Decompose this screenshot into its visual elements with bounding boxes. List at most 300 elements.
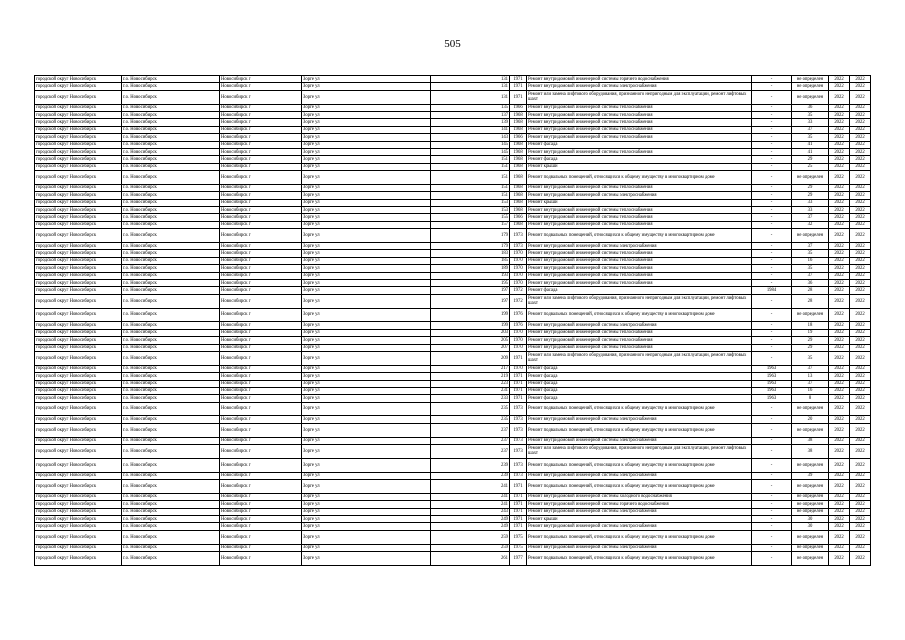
year-start-cell: 2022 <box>829 250 850 257</box>
year-start-cell: 2022 <box>829 119 850 126</box>
municipality-cell: г.о. Новосибирск <box>122 126 220 133</box>
municipality-cell: г.о. Новосибирск <box>122 207 220 214</box>
year-restored-cell: - <box>752 214 792 221</box>
house-number-cell: 223 <box>431 380 510 387</box>
value-cell: 30 <box>792 523 829 530</box>
value-cell: не определен <box>792 544 829 551</box>
street-cell: Зорге ул <box>302 250 431 257</box>
year-built-cell: 1970 <box>510 365 527 372</box>
work-type-cell: Ремонт внутридомовой инженерной системы теплоснабжения <box>527 265 752 272</box>
year-end-cell: 2022 <box>850 493 871 500</box>
year-restored-cell: - <box>752 523 792 530</box>
year-start-cell: 2022 <box>829 229 850 243</box>
year-end-cell: 2022 <box>850 287 871 294</box>
year-built-cell: 1966 <box>510 104 527 111</box>
municipality-cell: г.о. Новосибирск <box>122 184 220 191</box>
locality-cell: Новосибирск г <box>220 184 302 191</box>
locality-cell: Новосибирск г <box>220 287 302 294</box>
district-cell: городской округ Новосибирск <box>35 156 122 163</box>
year-end-cell: 2022 <box>850 126 871 133</box>
locality-cell: Новосибирск г <box>220 380 302 387</box>
work-type-cell: Ремонт внутридомовой инженерной системы теплоснабжения <box>527 337 752 344</box>
table-row <box>35 530 871 544</box>
street-cell: Зорге ул <box>302 445 431 459</box>
street-cell: Зорге ул <box>302 221 431 228</box>
year-start-cell: 2022 <box>829 344 850 351</box>
table-row <box>35 229 871 243</box>
year-end-cell: 2022 <box>850 322 871 329</box>
house-number-cell: 217 <box>431 365 510 372</box>
year-start-cell: 2022 <box>829 126 850 133</box>
locality-cell: Новосибирск г <box>220 214 302 221</box>
year-built-cell: 1971 <box>510 90 527 104</box>
year-restored-cell: - <box>752 458 792 472</box>
house-number-cell: 231 <box>431 387 510 394</box>
value-cell: 16 <box>792 387 829 394</box>
house-number-cell: 157 <box>431 221 510 228</box>
table-row <box>35 501 871 508</box>
year-end-cell: 2022 <box>850 351 871 365</box>
year-start-cell: 2022 <box>829 472 850 479</box>
year-end-cell: 2022 <box>850 365 871 372</box>
year-end-cell: 2022 <box>850 214 871 221</box>
district-cell: городской округ Новосибирск <box>35 207 122 214</box>
value-cell: 20 <box>792 416 829 423</box>
year-built-cell: 1968 <box>510 207 527 214</box>
value-cell: 41 <box>792 141 829 148</box>
year-end-cell: 2022 <box>850 243 871 250</box>
year-restored-cell: - <box>752 83 792 90</box>
street-cell: Зорге ул <box>302 265 431 272</box>
locality-cell: Новосибирск г <box>220 163 302 170</box>
year-end-cell: 2022 <box>850 148 871 155</box>
page-number: 505 <box>444 38 461 50</box>
municipality-cell: г.о. Новосибирск <box>122 257 220 264</box>
year-restored-cell: 1963 <box>752 373 792 380</box>
work-type-cell: Ремонт внутридомовой инженерной системы электроснабжения <box>527 322 752 329</box>
year-built-cell: 1968 <box>510 111 527 118</box>
work-type-cell: Ремонт внутридомовой инженерной системы теплоснабжения <box>527 104 752 111</box>
locality-cell: Новосибирск г <box>220 126 302 133</box>
locality-cell: Новосибирск г <box>220 83 302 90</box>
district-cell: городской округ Новосибирск <box>35 76 122 83</box>
street-cell: Зорге ул <box>302 156 431 163</box>
street-cell: Зорге ул <box>302 530 431 544</box>
work-type-cell: Ремонт крыши <box>527 199 752 206</box>
locality-cell: Новосибирск г <box>220 373 302 380</box>
work-type-cell: Ремонт или замена лифтового оборудования, признанного непригодным для эксплуатации, ремонт лифтовых шахт <box>527 445 752 459</box>
table-row <box>35 76 871 83</box>
value-cell: 39 <box>792 472 829 479</box>
year-end-cell: 2022 <box>850 83 871 90</box>
year-start-cell: 2022 <box>829 501 850 508</box>
locality-cell: Новосибирск г <box>220 308 302 322</box>
street-cell: Зорге ул <box>302 416 431 423</box>
year-start-cell: 2022 <box>829 76 850 83</box>
district-cell: городской округ Новосибирск <box>35 126 122 133</box>
street-cell: Зорге ул <box>302 373 431 380</box>
value-cell: не определен <box>792 308 829 322</box>
locality-cell: Новосибирск г <box>220 516 302 523</box>
year-restored-cell: - <box>752 156 792 163</box>
locality-cell: Новосибирск г <box>220 272 302 279</box>
year-end-cell: 2022 <box>850 458 871 472</box>
street-cell: Зорге ул <box>302 402 431 416</box>
district-cell: городской округ Новосибирск <box>35 544 122 551</box>
table-row <box>35 308 871 322</box>
year-built-cell: 1973 <box>510 243 527 250</box>
locality-cell: Новосибирск г <box>220 472 302 479</box>
value-cell: не определен <box>792 480 829 494</box>
house-number-cell: 235 <box>431 416 510 423</box>
year-built-cell: 1971 <box>510 501 527 508</box>
work-type-cell: Ремонт фасада <box>527 287 752 294</box>
district-cell: городской округ Новосибирск <box>35 171 122 185</box>
locality-cell: Новосибирск г <box>220 458 302 472</box>
district-cell: городской округ Новосибирск <box>35 192 122 199</box>
locality-cell: Новосибирск г <box>220 229 302 243</box>
table-row <box>35 265 871 272</box>
street-cell: Зорге ул <box>302 365 431 372</box>
value-cell: не определен <box>792 402 829 416</box>
district-cell: городской округ Новосибирск <box>35 523 122 530</box>
value-cell: 37 <box>792 365 829 372</box>
table-row <box>35 373 871 380</box>
house-number-cell: 153 <box>431 207 510 214</box>
house-number-cell: 145 <box>431 141 510 148</box>
year-built-cell: 1966 <box>510 214 527 221</box>
work-type-cell: Ремонт внутридомовой инженерной системы теплоснабжения <box>527 111 752 118</box>
street-cell: Зорге ул <box>302 516 431 523</box>
year-start-cell: 2022 <box>829 184 850 191</box>
year-start-cell: 2022 <box>829 83 850 90</box>
year-start-cell: 2022 <box>829 257 850 264</box>
house-number-cell: 155 <box>431 214 510 221</box>
year-start-cell: 2022 <box>829 329 850 336</box>
house-number-cell: 233 <box>431 395 510 402</box>
table-row <box>35 243 871 250</box>
district-cell: городской округ Новосибирск <box>35 250 122 257</box>
house-number-cell: 151 <box>431 156 510 163</box>
district-cell: городской округ Новосибирск <box>35 141 122 148</box>
street-cell: Зорге ул <box>302 192 431 199</box>
value-cell: 29 <box>792 192 829 199</box>
house-number-cell: 197 <box>431 294 510 308</box>
district-cell: городской округ Новосибирск <box>35 365 122 372</box>
value-cell: 8 <box>792 395 829 402</box>
year-restored-cell: - <box>752 90 792 104</box>
municipality-cell: г.о. Новосибирск <box>122 134 220 141</box>
year-restored-cell: - <box>752 265 792 272</box>
house-number-cell: 135 <box>431 104 510 111</box>
work-type-cell: Ремонт внутридомовой инженерной системы теплоснабжения <box>527 134 752 141</box>
district-cell: городской округ Новосибирск <box>35 458 122 472</box>
work-type-cell: Ремонт внутридомовой инженерной системы электроснабжения <box>527 243 752 250</box>
year-restored-cell: 1963 <box>752 365 792 372</box>
year-start-cell: 2022 <box>829 322 850 329</box>
district-cell: городской округ Новосибирск <box>35 508 122 515</box>
year-start-cell: 2022 <box>829 516 850 523</box>
year-built-cell: 1970 <box>510 250 527 257</box>
table-row <box>35 192 871 199</box>
work-type-cell: Ремонт подвальных помещений, относящихся к общему имуществу в многоквартирном доме <box>527 171 752 185</box>
work-type-cell: Ремонт внутридомовой инженерной системы электроснабжения <box>527 472 752 479</box>
year-restored-cell: - <box>752 250 792 257</box>
value-cell: 37 <box>792 243 829 250</box>
year-built-cell: 1973 <box>510 402 527 416</box>
value-cell: 16 <box>792 257 829 264</box>
street-cell: Зорге ул <box>302 337 431 344</box>
year-restored-cell: 1963 <box>752 380 792 387</box>
year-restored-cell: - <box>752 308 792 322</box>
locality-cell: Новосибирск г <box>220 551 302 565</box>
year-end-cell: 2022 <box>850 171 871 185</box>
year-restored-cell: - <box>752 207 792 214</box>
value-cell: 18 <box>792 322 829 329</box>
year-end-cell: 2022 <box>850 265 871 272</box>
year-built-cell: 1973 <box>510 472 527 479</box>
year-restored-cell: - <box>752 480 792 494</box>
year-restored-cell: - <box>752 329 792 336</box>
locality-cell: Новосибирск г <box>220 544 302 551</box>
work-type-cell: Ремонт крыши <box>527 163 752 170</box>
house-number-cell: 239 <box>431 458 510 472</box>
work-type-cell: Ремонт внутридомовой инженерной системы горячего водоснабжения <box>527 501 752 508</box>
year-start-cell: 2022 <box>829 458 850 472</box>
table-row <box>35 322 871 329</box>
table-row <box>35 83 871 90</box>
district-cell: городской округ Новосибирск <box>35 119 122 126</box>
year-end-cell: 2022 <box>850 423 871 437</box>
year-end-cell: 2022 <box>850 250 871 257</box>
municipality-cell: г.о. Новосибирск <box>122 373 220 380</box>
year-built-cell: 1968 <box>510 126 527 133</box>
locality-cell: Новосибирск г <box>220 257 302 264</box>
street-cell: Зорге ул <box>302 207 431 214</box>
value-cell: не определен <box>792 229 829 243</box>
locality-cell: Новосибирск г <box>220 243 302 250</box>
street-cell: Зорге ул <box>302 119 431 126</box>
value-cell: 32 <box>792 221 829 228</box>
house-number-cell: 209 <box>431 351 510 365</box>
work-type-cell: Ремонт внутридомовой инженерной системы теплоснабжения <box>527 126 752 133</box>
work-type-cell: Ремонт внутридомовой инженерной системы теплоснабжения <box>527 257 752 264</box>
street-cell: Зорге ул <box>302 90 431 104</box>
year-start-cell: 2022 <box>829 493 850 500</box>
house-number-cell: 183 <box>431 250 510 257</box>
street-cell: Зорге ул <box>302 184 431 191</box>
year-restored-cell: - <box>752 171 792 185</box>
table-row <box>35 516 871 523</box>
year-start-cell: 2022 <box>829 294 850 308</box>
value-cell: 29 <box>792 184 829 191</box>
year-end-cell: 2022 <box>850 76 871 83</box>
municipality-cell: г.о. Новосибирск <box>122 243 220 250</box>
year-end-cell: 2022 <box>850 437 871 444</box>
year-start-cell: 2022 <box>829 148 850 155</box>
house-number-cell: 179 <box>431 229 510 243</box>
work-type-cell: Ремонт подвальных помещений, относящихся к общему имуществу в многоквартирном доме <box>527 530 752 544</box>
year-restored-cell: - <box>752 192 792 199</box>
value-cell: 35 <box>792 351 829 365</box>
house-number-cell: 131 <box>431 76 510 83</box>
work-type-cell: Ремонт крыши <box>527 516 752 523</box>
house-number-cell: 199 <box>431 308 510 322</box>
table-row <box>35 214 871 221</box>
street-cell: Зорге ул <box>302 380 431 387</box>
year-end-cell: 2022 <box>850 257 871 264</box>
value-cell: 13 <box>792 373 829 380</box>
year-built-cell: 1971 <box>510 480 527 494</box>
year-start-cell: 2022 <box>829 480 850 494</box>
municipality-cell: г.о. Новосибирск <box>122 544 220 551</box>
municipality-cell: г.о. Новосибирск <box>122 171 220 185</box>
street-cell: Зорге ул <box>302 272 431 279</box>
year-start-cell: 2022 <box>829 134 850 141</box>
street-cell: Зорге ул <box>302 322 431 329</box>
street-cell: Зорге ул <box>302 308 431 322</box>
table-row <box>35 126 871 133</box>
locality-cell: Новосибирск г <box>220 416 302 423</box>
value-cell: не определен <box>792 90 829 104</box>
district-cell: городской округ Новосибирск <box>35 344 122 351</box>
year-restored-cell: - <box>752 445 792 459</box>
table-row <box>35 416 871 423</box>
year-end-cell: 2022 <box>850 279 871 286</box>
locality-cell: Новосибирск г <box>220 365 302 372</box>
district-cell: городской округ Новосибирск <box>35 83 122 90</box>
year-restored-cell: - <box>752 516 792 523</box>
street-cell: Зорге ул <box>302 104 431 111</box>
year-end-cell: 2022 <box>850 199 871 206</box>
locality-cell: Новосибирск г <box>220 279 302 286</box>
locality-cell: Новосибирск г <box>220 337 302 344</box>
year-built-cell: 1972 <box>510 287 527 294</box>
year-end-cell: 2022 <box>850 480 871 494</box>
table-row <box>35 119 871 126</box>
municipality-cell: г.о. Новосибирск <box>122 199 220 206</box>
locality-cell: Новосибирск г <box>220 493 302 500</box>
work-type-cell: Ремонт внутридомовой инженерной системы теплоснабжения <box>527 344 752 351</box>
municipality-cell: г.о. Новосибирск <box>122 329 220 336</box>
district-cell: городской округ Новосибирск <box>35 184 122 191</box>
house-number-cell: 235 <box>431 402 510 416</box>
year-start-cell: 2022 <box>829 221 850 228</box>
municipality-cell: г.о. Новосибирск <box>122 365 220 372</box>
year-built-cell: 1973 <box>510 416 527 423</box>
municipality-cell: г.о. Новосибирск <box>122 337 220 344</box>
year-start-cell: 2022 <box>829 508 850 515</box>
locality-cell: Новосибирск г <box>220 294 302 308</box>
table-row <box>35 279 871 286</box>
municipality-cell: г.о. Новосибирск <box>122 402 220 416</box>
year-built-cell: 1973 <box>510 423 527 437</box>
district-cell: городской округ Новосибирск <box>35 337 122 344</box>
district-cell: городской округ Новосибирск <box>35 134 122 141</box>
district-cell: городской округ Новосибирск <box>35 90 122 104</box>
district-cell: городской округ Новосибирск <box>35 199 122 206</box>
street-cell: Зорге ул <box>302 501 431 508</box>
work-type-cell: Ремонт или замена лифтового оборудования, признанного непригодным для эксплуатации, ремонт лифтовых шахт <box>527 294 752 308</box>
work-type-cell: Ремонт подвальных помещений, относящихся к общему имуществу в многоквартирном доме <box>527 229 752 243</box>
work-type-cell: Ремонт фасада <box>527 156 752 163</box>
municipality-cell: г.о. Новосибирск <box>122 156 220 163</box>
municipality-cell: г.о. Новосибирск <box>122 458 220 472</box>
year-start-cell: 2022 <box>829 104 850 111</box>
year-built-cell: 1968 <box>510 141 527 148</box>
value-cell: не определен <box>792 551 829 565</box>
year-built-cell: 1971 <box>510 76 527 83</box>
locality-cell: Новосибирск г <box>220 171 302 185</box>
street-cell: Зорге ул <box>302 423 431 437</box>
year-start-cell: 2022 <box>829 192 850 199</box>
year-restored-cell: - <box>752 402 792 416</box>
district-cell: городской округ Новосибирск <box>35 516 122 523</box>
year-built-cell: 1968 <box>510 119 527 126</box>
table-row <box>35 472 871 479</box>
year-built-cell: 1971 <box>510 508 527 515</box>
street-cell: Зорге ул <box>302 126 431 133</box>
value-cell: 36 <box>792 279 829 286</box>
year-start-cell: 2022 <box>829 402 850 416</box>
year-end-cell: 2022 <box>850 402 871 416</box>
municipality-cell: г.о. Новосибирск <box>122 265 220 272</box>
district-cell: городской округ Новосибирск <box>35 351 122 365</box>
house-number-cell: 205 <box>431 337 510 344</box>
year-restored-cell: - <box>752 229 792 243</box>
value-cell: 38 <box>792 437 829 444</box>
year-built-cell: 1968 <box>510 163 527 170</box>
year-built-cell: 1970 <box>510 337 527 344</box>
year-start-cell: 2022 <box>829 272 850 279</box>
municipality-cell: г.о. Новосибирск <box>122 141 220 148</box>
table-row <box>35 551 871 565</box>
year-start-cell: 2022 <box>829 395 850 402</box>
value-cell: 29 <box>792 344 829 351</box>
year-built-cell: 1968 <box>510 192 527 199</box>
year-start-cell: 2022 <box>829 445 850 459</box>
year-built-cell: 1968 <box>510 184 527 191</box>
year-built-cell: 1975 <box>510 544 527 551</box>
street-cell: Зорге ул <box>302 493 431 500</box>
table-row <box>35 458 871 472</box>
year-built-cell: 1973 <box>510 458 527 472</box>
district-cell: городской округ Новосибирск <box>35 373 122 380</box>
municipality-cell: г.о. Новосибирск <box>122 250 220 257</box>
table-row <box>35 207 871 214</box>
work-type-cell: Ремонт фасада <box>527 380 752 387</box>
year-built-cell: 1971 <box>510 387 527 394</box>
table-row <box>35 544 871 551</box>
house-number-cell: 141 <box>431 126 510 133</box>
value-cell: 19 <box>792 329 829 336</box>
year-start-cell: 2022 <box>829 265 850 272</box>
locality-cell: Новосибирск г <box>220 329 302 336</box>
year-restored-cell: - <box>752 472 792 479</box>
year-built-cell: 1970 <box>510 329 527 336</box>
table-row <box>35 257 871 264</box>
year-start-cell: 2022 <box>829 287 850 294</box>
year-restored-cell: - <box>752 119 792 126</box>
year-built-cell: 1970 <box>510 257 527 264</box>
year-built-cell: 1966 <box>510 134 527 141</box>
locality-cell: Новосибирск г <box>220 508 302 515</box>
year-built-cell: 1971 <box>510 351 527 365</box>
municipality-cell: г.о. Новосибирск <box>122 119 220 126</box>
house-number-cell: 189 <box>431 265 510 272</box>
street-cell: Зорге ул <box>302 199 431 206</box>
year-start-cell: 2022 <box>829 387 850 394</box>
